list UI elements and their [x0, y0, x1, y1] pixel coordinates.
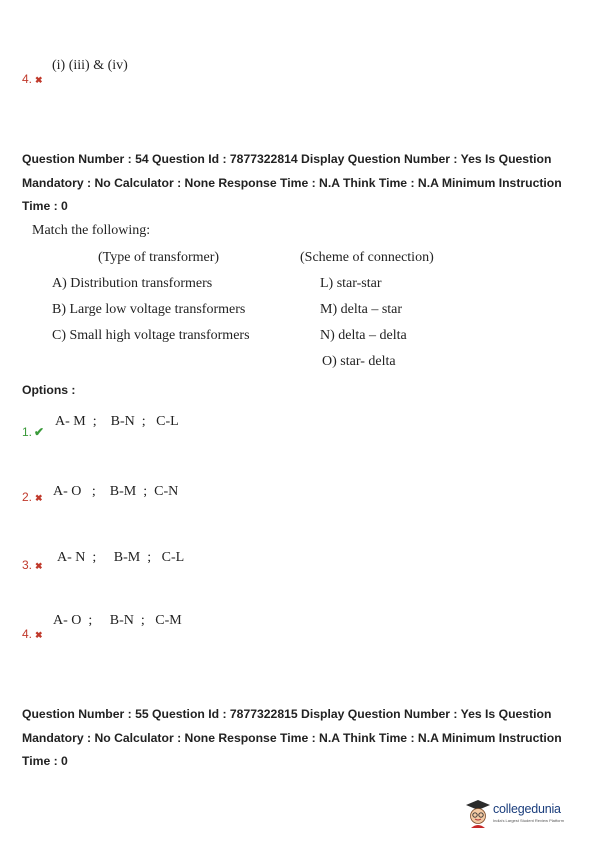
question-prompt: Match the following:: [32, 223, 151, 238]
cross-icon: ✖: [35, 75, 43, 85]
option-marker: [22, 627, 43, 641]
option-number: 4.: [22, 72, 33, 86]
right-item-m: M) delta – star: [320, 302, 403, 317]
option-marker: [22, 425, 44, 439]
option-text: A- O ; B-M ; C-N: [53, 484, 179, 499]
collegedunia-logo: [465, 798, 585, 830]
right-item-l: L) star-star: [320, 276, 382, 291]
left-item-b: B) Large low voltage transformers: [52, 302, 246, 317]
column-heading-scheme: (Scheme of connection): [300, 250, 434, 265]
question-header: Question Number : 55 Question Id : 7877322815 Display Question Number : Yes Is Question Mandatory : No Calculator : None Response Time : N.A Think Time : N.A Minimum Instruction Time : 0: [22, 707, 562, 768]
check-icon: ✔: [34, 425, 45, 439]
option-text: A- M ; B-N ; C-L: [55, 414, 179, 429]
logo-tagline: India's Largest Student Review Platform: [493, 818, 565, 823]
option-marker: [22, 558, 43, 572]
right-item-o: O) star- delta: [322, 354, 396, 369]
options-label: Options :: [22, 383, 76, 397]
cross-icon: ✖: [35, 630, 43, 640]
cross-icon: ✖: [35, 493, 43, 503]
cross-icon: ✖: [35, 561, 43, 571]
option-text: A- N ; B-M ; C-L: [57, 550, 185, 565]
option-number: 1.: [22, 425, 33, 439]
left-item-c: C) Small high voltage transformers: [52, 328, 250, 343]
right-item-n: N) delta – delta: [320, 328, 407, 343]
prev-option-number: [22, 72, 43, 86]
question-header: Question Number : 54 Question Id : 7877322814 Display Question Number : Yes Is Question Mandatory : No Calculator : None Response Time : N.A Think Time : N.A Minimum Instruction Time : 0: [22, 152, 562, 213]
option-text: A- O ; B-N ; C-M: [53, 613, 182, 628]
left-item-a: A) Distribution transformers: [52, 276, 213, 291]
option-number: 2.: [22, 490, 33, 504]
option-number: 3.: [22, 558, 33, 572]
option-marker: [22, 490, 43, 504]
option-number: 4.: [22, 627, 33, 641]
logo-wordmark: collegedunia: [493, 802, 561, 816]
graduate-mascot-icon: [465, 799, 491, 829]
prev-option-text: (i) (iii) & (iv): [52, 58, 128, 73]
column-heading-type: (Type of transformer): [98, 250, 220, 265]
